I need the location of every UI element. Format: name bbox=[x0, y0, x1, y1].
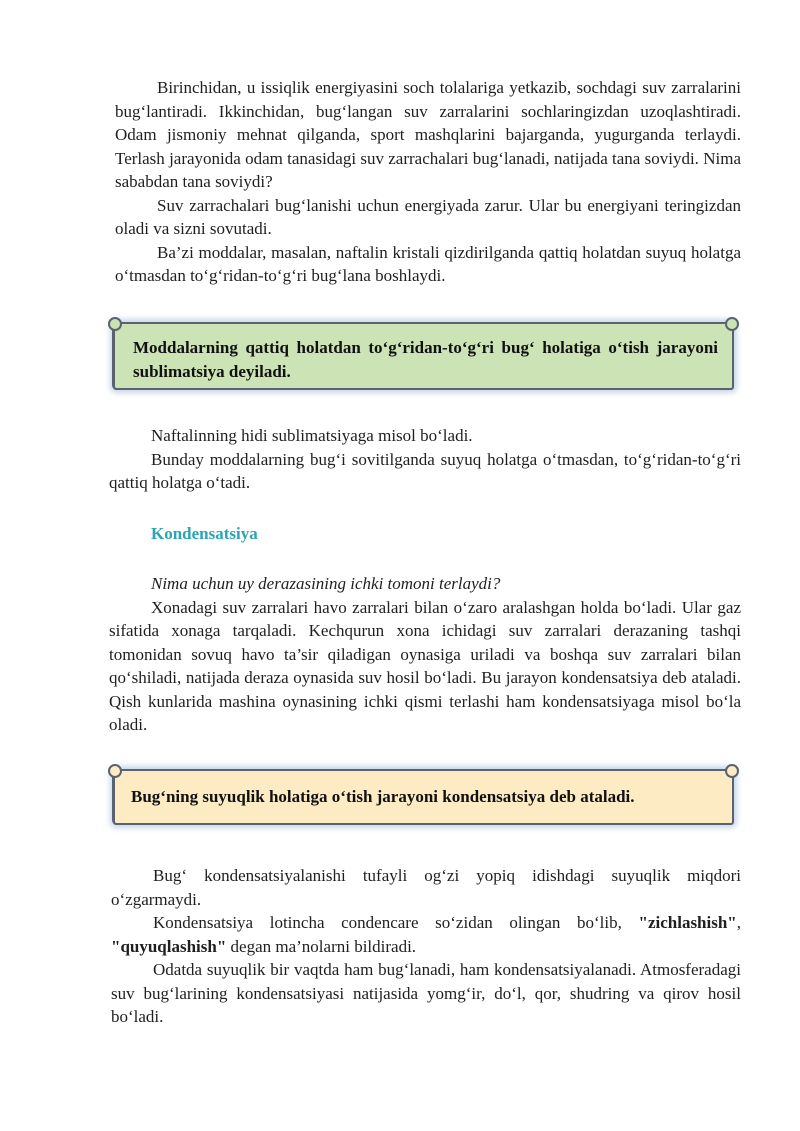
definition-text: Bug‘ning suyuqlik holatiga o‘tish jarayoni kondensatsiya deb ataladi. bbox=[131, 787, 635, 806]
text: , bbox=[736, 913, 741, 932]
scroll-edge bbox=[112, 777, 119, 825]
paragraph: Xonadagi suv zarralari havo zarralari bilan o‘zaro aralashgan holda bo‘ladi. Ular gaz sifatida xonaga tarqaladi. Kechqurun xona ichidagi suv zarralari derazaning tashqi tomonidan sovuq havo ta’sir qiladigan oynasiga uriladi va boshqa suv zarralari bilan qo‘shiladi, natijada deraza oynasida suv hosil bo‘ladi. Bu jarayon kondensatsiya deb ataladi. Qish kunlarida mashina oynasining ichki qismi terlashi ham kondensatsiyaga misol bo‘la oladi. bbox=[109, 597, 741, 734]
paragraph: Ba’zi moddalar, masalan, naftalin kristali qizdirilganda qattiq holatdan suyuq holatga o‘tmasdan to‘g‘ridan-to‘g‘ri bug‘lana boshlaydi. bbox=[115, 242, 741, 285]
text: degan ma’nolarni bildiradi. bbox=[226, 936, 417, 956]
scroll-curl-icon bbox=[108, 764, 122, 778]
paragraph: Naftalinning hidi sublimatsiyaga misol bo‘ladi. bbox=[151, 426, 473, 445]
question: Nima uchun uy derazasining ichki tomoni terlaydi? bbox=[151, 574, 501, 593]
term-quyuqlashish: "quyuqlashish" bbox=[111, 936, 227, 956]
definition-text: Moddalarning qattiq holatdan to‘g‘ridan-to‘g‘ri bug‘ holatiga o‘tish jarayoni sublimatsiya deyiladi. bbox=[133, 338, 718, 381]
definition-scroll-sublimation bbox=[113, 322, 734, 390]
paragraph: Odatda suyuqlik bir vaqtda ham bug‘lanadi, ham kondensatsiyalanadi. Atmosferadagi suv bug‘larining kondensatsiyasi natijasida yomg‘ir, do‘l, qor, shudring va qirov hosil bo‘ladi. bbox=[111, 960, 741, 1026]
paragraph: Suv zarrachalari bug‘lanishi uchun energiyada zarur. Ular bu energiyani teringizdan oladi va sizni sovutadi. bbox=[115, 195, 741, 238]
text: Kondensatsiya lotincha condencare so‘zidan olingan bo‘lib, bbox=[153, 913, 639, 932]
paragraph bbox=[111, 911, 741, 958]
bottom-text-block bbox=[111, 864, 741, 1029]
scroll-curl-icon bbox=[725, 764, 739, 778]
middle-text-block bbox=[109, 424, 741, 495]
definition-scroll-condensation bbox=[113, 769, 734, 825]
top-text-block bbox=[115, 76, 741, 288]
scroll-curl-icon bbox=[108, 317, 122, 331]
term-zichlashish: "zichlashish" bbox=[638, 913, 737, 932]
scroll-edge bbox=[112, 330, 119, 390]
scroll-curl-icon bbox=[725, 317, 739, 331]
paragraph: Birinchidan, u issiqlik energiyasini soch tolalariga yetkazib, sochdagi suv zarralarini bug‘lantiradi. Ikkinchidan, bug‘langan suv zarralarini sochlaringizdan uzoqlashtiradi. Odam jismoniy mehnat qilganda, sport mashqlarini bajarganda, yugurganda terlaydi. Terlash jarayonida odam tanasidagi suv zarrachalari bug‘lanadi, natijada tana soviydi. Nima sababdan tana soviydi? bbox=[115, 78, 741, 191]
paragraph: Bunday moddalarning bug‘i sovitilganda suyuq holatga o‘tmasdan, to‘g‘ridan-to‘g‘ri qattiq holatga o‘tadi. bbox=[109, 449, 741, 492]
paragraph: Bug‘ kondensatsiyalanishi tufayli og‘zi yopiq idishdagi suyuqlik miqdori o‘zgarmaydi. bbox=[111, 866, 741, 909]
condensation-text-block bbox=[109, 572, 741, 737]
section-heading: Kondensatsiya bbox=[151, 524, 258, 543]
